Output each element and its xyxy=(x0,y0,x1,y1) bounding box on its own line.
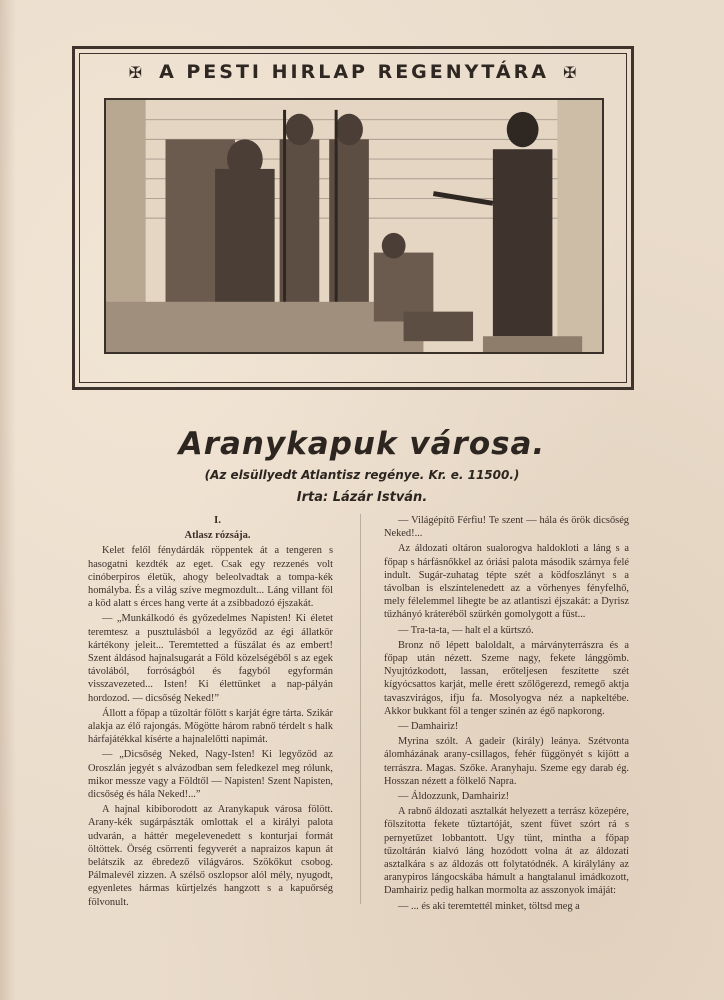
paragraph: Myrina szólt. A gadeir (király) leánya. Szétvonta álomházának arany-csillagos, fehér függönyét s kijött a terrászra. Magas. Szőke. Aranyhaju. Szeme egy darab ég. Hosszan nézett a fölkelő Napra. xyxy=(384,736,629,787)
paragraph: Az áldozati oltáron sualorogva haldokloti a láng s a főpap s hárfásnőkkel az óriási palota második szárnya felé indult. Sugár-zuhatag tépte szét a ködfoszlányt s a távolban is elszíntelenedett az a vörhenyes fényfelhő, mely félelemmel lihegte be az atlantiszi éjszakát: a Dyrisz tűzhányó kráteréből szürkén gomolygott a füst... xyxy=(384,543,629,621)
ornament-right-icon: ✠ xyxy=(562,62,580,82)
paragraph: A rabnő áldozati asztalkát helyezett a terrász közepére, fölszította fekete tűztartóját, szent füvet szórt rá s pernyetűzet lobbantott. Ugy tünt, mintha a főpap tűzoltárán kialvó láng hozódott volna át az áldozati asztalkára s az áldozás ott folytatódnék. A királylány az aranypiros lángocskába hámult a hangtalanul imádkozott, Damhairiz pedig halkan mormolta az asszonyok imáját: xyxy=(384,806,629,897)
paragraph: — „Dicsőség Neked, Nagy-Isten! Ki legyőzöd az Oroszlán jegyét s alvázodban sem feledkezel meg rólunk, mikor messze vagy a Földtől — Napisten! Szent Napisten, dicsőség és hála Neked!...” xyxy=(88,749,333,801)
article-subtitle: (Az elsüllyedt Atlantisz regénye. Kr. e. 11500.) xyxy=(204,468,520,482)
paragraph: Bronz nő lépett baloldalt, a márványterrászra és a főpap után nézett. Szeme nagy, fekete lánggömb. Nyujtózkodott, lassan, erőteljesen feszítette szét kígyócsattos karját, melle érett szőlőgerezd, remegő aktja tavaszvirágos, ifju fa. Mosolyogva néz a napkeltébe. Akkor bukkant föl a tenger szinén az égő napkorong. xyxy=(384,639,629,717)
throne-room-engraving xyxy=(106,100,602,352)
paragraph: Kelet felől fénydárdák röppentek át a tengeren s hasogatni kezdték az eget. Csak egy rezzenés volt cinóberpiros életük, ahogy beleolvadtak a tompa-kék homályba. És a világ szíve megmozdult... Láng villant föl a köd alatt s érces hang verte át a zsibbadozó éjszakát. xyxy=(88,545,333,610)
paragraph: — ... és aki teremtettél minket, töltsd meg a xyxy=(398,900,580,912)
series-title: A PESTI HIRLAP REGENYTÁRA xyxy=(159,61,549,83)
author-byline: Irta: Lázár István. xyxy=(296,490,428,505)
chapter-title: Atlasz rózsája. xyxy=(184,530,251,542)
ornament-left-icon: ✠ xyxy=(128,62,146,82)
text-column-right xyxy=(384,514,629,915)
paragraph: — Tra-ta-ta, — halt el a kürtszó. xyxy=(398,624,534,636)
illustration xyxy=(104,98,604,354)
paragraph: Állott a főpap a tűzoltár fölött s karját égre tárta. Szikár alakja az élő rajongás. Mögötte három rabnő térdelt s halk hárfajátékkal kísérte a hajnalelőtti napimát. xyxy=(88,707,333,746)
paragraph: A hajnal kibiborodott az Aranykapuk városa fölött. Arany-kék sugárpászták omlottak el a királyi palota udvarán, a háttér megelevenedett s konturjai formát öltöttek. Örség csörrenti fegyverét a napraizos kapun át belátszik az ébredező világváros. Szökőkut csobog. Pálmalevél zizzen. A szélső oszlopsor alól mély, nyugodt, egyenletes hármas kürtjelzés hangzott s a kapuőrség fölvonult. xyxy=(88,804,333,908)
chapter-number: I. xyxy=(213,514,222,526)
paragraph: — Áldozzunk, Damhairiz! xyxy=(398,791,510,803)
article-title: Aranykapuk városa. xyxy=(178,426,546,462)
paragraph: — Világépítő Férfiu! Te szent — hála és örök dicsőség Neked!... xyxy=(384,515,629,540)
column-divider xyxy=(360,514,361,904)
text-column-left xyxy=(88,514,333,911)
series-banner xyxy=(80,56,628,88)
paragraph: — „Munkálkodó és győzedelmes Napisten! Ki életet teremtesz a pusztulásból a legyőződ az égi állatkör kártékony jeleit... Teremtetted a füszálat és az embert! Szent áldásod hajnalsugarát a Föld közelségéből s az egek távolából, forróságból és fagyból egyformán visszavezeted... Isten! Ki élettünket a nap-pályán hordozod. — dicsőség Neked!” xyxy=(88,613,333,704)
paragraph: — Damhairiz! xyxy=(398,721,459,733)
